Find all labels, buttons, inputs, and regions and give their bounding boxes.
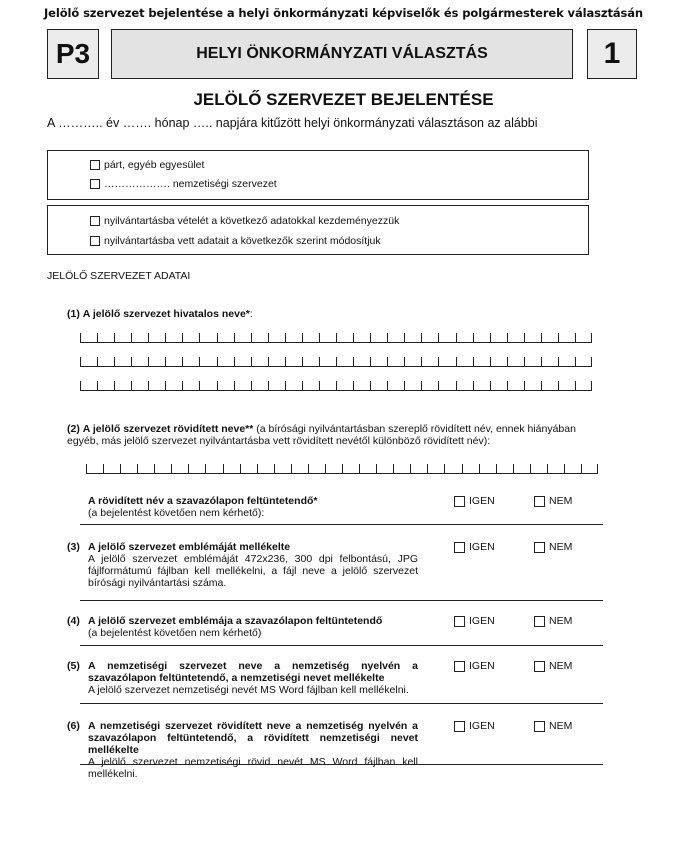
comb-divider — [137, 464, 138, 474]
comb-divider — [473, 357, 474, 367]
comb-divider — [182, 333, 183, 343]
comb-divider — [404, 357, 405, 367]
comb-divider — [370, 357, 371, 367]
comb-divider — [80, 333, 81, 343]
comb-divider — [507, 357, 508, 367]
comb-divider — [575, 357, 576, 367]
q1-name-field-line2[interactable] — [80, 357, 592, 367]
comb-divider — [268, 357, 269, 367]
q1-number: (1) — [67, 308, 80, 320]
comb-divider — [165, 333, 166, 343]
comb-divider — [438, 381, 439, 391]
comb-divider — [438, 333, 439, 343]
comb-divider — [308, 464, 309, 474]
comb-divider — [524, 381, 525, 391]
comb-divider — [387, 333, 388, 343]
comb-divider — [444, 464, 445, 474]
q5-yes-checkbox[interactable] — [454, 661, 465, 672]
checkbox-nationality-org[interactable] — [90, 179, 100, 189]
comb-divider — [217, 381, 218, 391]
q1-colon: : — [249, 308, 253, 320]
comb-divider — [199, 333, 200, 343]
q3-yes-checkbox[interactable] — [454, 542, 465, 553]
comb-divider — [353, 381, 354, 391]
q3-num: (3) — [67, 541, 80, 553]
q5-yes-label: IGEN — [469, 660, 495, 672]
comb-divider — [148, 381, 149, 391]
comb-divider — [223, 464, 224, 474]
q2b-yes[interactable] — [454, 495, 495, 507]
q4-yes-label: IGEN — [469, 615, 495, 627]
comb-divider — [410, 464, 411, 474]
comb-divider — [97, 333, 98, 343]
comb-divider — [97, 381, 98, 391]
comb-divider — [591, 333, 592, 343]
comb-divider — [530, 464, 531, 474]
q3-title: A jelölő szervezet emblémáját mellékelte — [88, 541, 291, 553]
comb-divider — [251, 357, 252, 367]
page-title: JELÖLŐ SZERVEZET BEJELENTÉSE — [193, 90, 494, 109]
q1-title: A jelölő szervezet hivatalos neve* — [82, 308, 250, 320]
comb-divider — [319, 357, 320, 367]
comb-divider — [370, 381, 371, 391]
comb-divider — [490, 381, 491, 391]
organization-type-box — [47, 150, 589, 200]
comb-divider — [473, 333, 474, 343]
comb-divider — [291, 464, 292, 474]
comb-divider — [438, 357, 439, 367]
comb-divider — [268, 381, 269, 391]
comb-divider — [86, 464, 87, 474]
q2b-label — [88, 495, 438, 519]
q6-yes[interactable] — [454, 720, 495, 732]
comb-divider — [353, 333, 354, 343]
q2b-yes-checkbox[interactable] — [454, 496, 465, 507]
q6-num: (6) — [67, 720, 80, 732]
comb-divider — [524, 357, 525, 367]
comb-divider — [575, 333, 576, 343]
comb-divider — [597, 464, 598, 474]
q1-label — [67, 308, 253, 320]
q5-no-checkbox[interactable] — [534, 661, 545, 672]
divider — [80, 703, 603, 704]
comb-divider — [131, 357, 132, 367]
q5-num: (5) — [67, 660, 80, 672]
intro-text: A ……….. év ……. hónap ….. napjára kitűzött helyi önkormányzati választáson az alábbi — [47, 116, 538, 130]
comb-divider — [591, 357, 592, 367]
comb-divider — [558, 357, 559, 367]
divider — [80, 600, 603, 601]
comb-divider — [103, 464, 104, 474]
comb-divider — [234, 333, 235, 343]
q4-no[interactable] — [534, 615, 572, 627]
comb-divider — [421, 357, 422, 367]
comb-divider — [427, 464, 428, 474]
comb-divider — [404, 381, 405, 391]
q3-yes-label: IGEN — [469, 541, 495, 553]
comb-divider — [217, 357, 218, 367]
comb-divider — [421, 333, 422, 343]
comb-divider — [148, 333, 149, 343]
comb-divider — [217, 333, 218, 343]
comb-divider — [114, 357, 115, 367]
comb-divider — [558, 333, 559, 343]
comb-divider — [336, 333, 337, 343]
comb-divider — [490, 333, 491, 343]
comb-divider — [404, 333, 405, 343]
page-number: 1 — [587, 29, 637, 79]
comb-divider — [319, 381, 320, 391]
divider — [80, 645, 603, 646]
section-label: JELÖLŐ SZERVEZET ADATAI — [47, 270, 191, 282]
option-party[interactable] — [90, 159, 204, 171]
q6-number — [67, 720, 80, 732]
comb-divider — [188, 464, 189, 474]
comb-divider — [114, 333, 115, 343]
q3-no[interactable] — [534, 541, 572, 553]
q6-yes-label: IGEN — [469, 720, 495, 732]
q5-description: A jelölő szervezet nemzetiségi nevét MS Word fájlban kell mellékelni. — [88, 684, 409, 696]
q6-label — [88, 720, 418, 780]
q3-no-label: NEM — [549, 541, 573, 553]
q5-label — [88, 660, 418, 696]
comb-divider — [558, 381, 559, 391]
comb-divider — [80, 357, 81, 367]
comb-divider — [325, 464, 326, 474]
q6-no-checkbox[interactable] — [534, 721, 545, 732]
comb-divider — [336, 357, 337, 367]
comb-divider — [496, 464, 497, 474]
q5-no[interactable] — [534, 660, 572, 672]
option-nationality-org-label: ………………. nemzetiségi szervezet — [104, 178, 277, 190]
comb-divider — [148, 357, 149, 367]
comb-divider — [302, 357, 303, 367]
comb-divider — [234, 381, 235, 391]
comb-divider — [387, 381, 388, 391]
comb-divider — [165, 381, 166, 391]
q2-number: (2) — [67, 423, 80, 435]
q6-title: A nemzetiségi szervezet rövidített neve a nemzetiség nyelvén a szavazólapon feltüntetendő, a rövidített nemzetiségi nevet mellékelte — [88, 720, 418, 756]
comb-divider — [524, 333, 525, 343]
comb-divider — [319, 333, 320, 343]
comb-divider — [359, 464, 360, 474]
comb-divider — [182, 357, 183, 367]
option-party-label: párt, egyéb egyesület — [104, 159, 205, 171]
q6-description: A jelölő szervezet nemzetiségi rövid nevét MS Word fájlban kell mellékelni. — [88, 756, 418, 780]
q6-yes-checkbox[interactable] — [454, 721, 465, 732]
comb-divider — [473, 381, 474, 391]
comb-divider — [154, 464, 155, 474]
q4-no-checkbox[interactable] — [534, 616, 545, 627]
q4-label — [88, 615, 418, 639]
q5-title: A nemzetiségi szervezet neve a nemzetiség nyelvén a szavazólapon feltüntetendő, a nemzetiségi nevet mellékelte — [88, 660, 418, 684]
comb-divider — [479, 464, 480, 474]
comb-divider — [507, 333, 508, 343]
divider — [80, 524, 603, 525]
q4-no-label: NEM — [549, 615, 573, 627]
comb-divider — [97, 357, 98, 367]
comb-divider — [456, 333, 457, 343]
q2-short-name-field[interactable] — [86, 464, 598, 474]
checkbox-register[interactable] — [90, 216, 100, 226]
option-nationality-org[interactable] — [90, 178, 277, 190]
form-code: P3 — [47, 29, 99, 79]
comb-divider — [541, 381, 542, 391]
q6-no-label: NEM — [549, 720, 573, 732]
comb-divider — [302, 333, 303, 343]
comb-divider — [285, 381, 286, 391]
option-modify-label: nyilvántartásba vett adatait a következők szerint módosítjuk — [104, 235, 381, 247]
comb-divider — [513, 464, 514, 474]
option-register-label: nyilvántartásba vételét a következő adatokkal kezdeményezzük — [104, 215, 400, 227]
comb-divider — [80, 381, 81, 391]
comb-divider — [336, 381, 337, 391]
comb-divider — [353, 357, 354, 367]
comb-divider — [131, 381, 132, 391]
comb-divider — [541, 333, 542, 343]
comb-divider — [285, 357, 286, 367]
q2-label — [67, 423, 602, 447]
q5-yes[interactable] — [454, 660, 495, 672]
action-box — [47, 205, 589, 255]
q4-number — [67, 615, 80, 627]
q3-description: A jelölő szervezet emblémáját 472x236, 300 dpi felbontású, JPG fájlformátumú fájlban kell mellékelni, a fájl neve a jelölő szervezet bírósági nyilvántartási száma. — [88, 553, 418, 589]
comb-divider — [387, 357, 388, 367]
comb-divider — [251, 381, 252, 391]
q3-yes[interactable] — [454, 541, 495, 553]
comb-divider — [575, 381, 576, 391]
comb-divider — [507, 381, 508, 391]
comb-divider — [120, 464, 121, 474]
comb-divider — [240, 464, 241, 474]
q3-number — [67, 541, 80, 553]
comb-divider — [131, 333, 132, 343]
q2b-no-label: NEM — [549, 495, 573, 507]
comb-divider — [591, 381, 592, 391]
q4-num: (4) — [67, 615, 80, 627]
checkbox-party[interactable] — [90, 160, 100, 170]
q2b-no[interactable] — [534, 495, 572, 507]
comb-divider — [199, 381, 200, 391]
q3-label — [88, 541, 418, 589]
q2-title: A jelölő szervezet rövidített neve** — [82, 423, 254, 435]
comb-divider — [205, 464, 206, 474]
comb-divider — [251, 333, 252, 343]
comb-divider — [342, 464, 343, 474]
comb-divider — [165, 357, 166, 367]
q4-yes[interactable] — [454, 615, 495, 627]
comb-divider — [274, 464, 275, 474]
comb-divider — [541, 357, 542, 367]
q4-title: A jelölő szervezet emblémája a szavazólapon feltüntetendő — [88, 615, 383, 627]
comb-divider — [199, 357, 200, 367]
comb-divider — [182, 381, 183, 391]
comb-divider — [564, 464, 565, 474]
checkbox-modify[interactable] — [90, 236, 100, 246]
divider — [80, 764, 603, 765]
comb-divider — [370, 333, 371, 343]
q3-no-checkbox[interactable] — [534, 542, 545, 553]
comb-divider — [257, 464, 258, 474]
form-header-title: Jelölő szervezet bejelentése a helyi önkormányzati képviselők és polgármesterek választásán — [44, 6, 643, 20]
election-type-banner: HELYI ÖNKORMÁNYZATI VÁLASZTÁS — [111, 29, 573, 79]
comb-divider — [490, 357, 491, 367]
q2b-no-checkbox[interactable] — [534, 496, 545, 507]
q1-name-field-line3[interactable] — [80, 381, 592, 391]
q4-description: (a bejelentést követően nem kérhető) — [88, 627, 262, 639]
option-register[interactable] — [90, 215, 399, 227]
comb-divider — [234, 357, 235, 367]
comb-divider — [376, 464, 377, 474]
comb-divider — [421, 381, 422, 391]
q2b-yes-label: IGEN — [469, 495, 495, 507]
q5-number — [67, 660, 80, 672]
comb-divider — [581, 464, 582, 474]
option-modify[interactable] — [90, 235, 381, 247]
comb-divider — [302, 381, 303, 391]
q2b-title: A rövidített név a szavazólapon feltüntetendő* — [88, 495, 318, 507]
q5-no-label: NEM — [549, 660, 573, 672]
comb-divider — [456, 357, 457, 367]
q1-name-field-line1[interactable] — [80, 333, 592, 343]
q6-no[interactable] — [534, 720, 572, 732]
comb-divider — [285, 333, 286, 343]
comb-divider — [393, 464, 394, 474]
comb-divider — [547, 464, 548, 474]
comb-divider — [268, 333, 269, 343]
comb-divider — [456, 381, 457, 391]
q2-description: (a bírósági nyilvántartásban szereplő rövidített név, ennek hiányában egyéb, más jelölő szervezet nyilvántartásba vett rövidített nevétől különböző rövidített név): — [67, 423, 576, 447]
comb-divider — [171, 464, 172, 474]
comb-divider — [462, 464, 463, 474]
q4-yes-checkbox[interactable] — [454, 616, 465, 627]
q2b-description: (a bejelentést követően nem kérhető): — [88, 507, 265, 519]
comb-divider — [114, 381, 115, 391]
